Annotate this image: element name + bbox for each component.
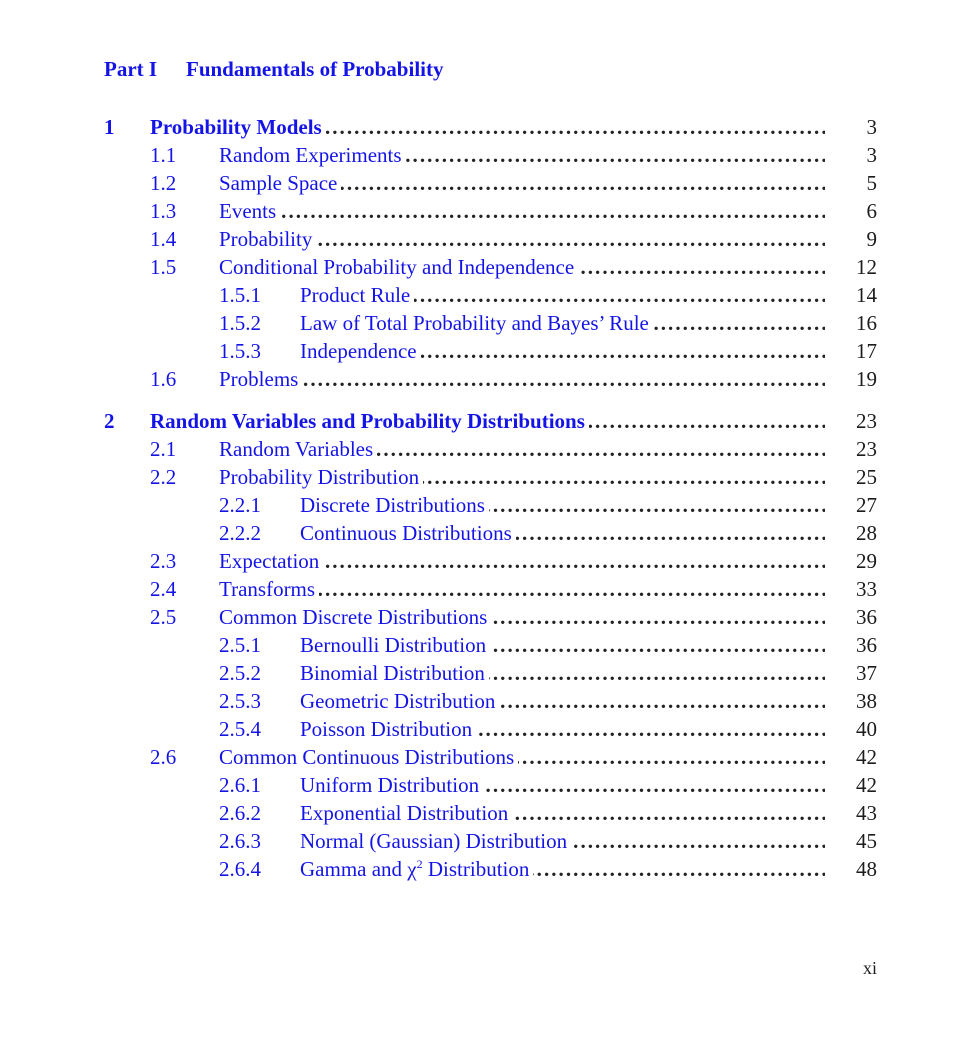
toc-entry-page: 6 bbox=[866, 199, 877, 223]
toc-entry-leader bbox=[219, 365, 825, 393]
toc-entry-leader bbox=[300, 715, 825, 743]
toc-entry-title bbox=[219, 465, 423, 489]
toc-entry-title-text: Common Discrete Distributions bbox=[219, 605, 488, 629]
toc-entry-leader bbox=[219, 141, 825, 169]
toc-section-entry[interactable] bbox=[0, 197, 973, 225]
toc-entry-leader bbox=[300, 309, 825, 337]
toc-entry-number: 2.4 bbox=[150, 577, 177, 601]
toc-entry-page: 17 bbox=[856, 339, 877, 363]
toc-entry-title-text: Uniform Distribution bbox=[300, 773, 480, 797]
toc-entry-title-text: Random Variables and Probability Distributions bbox=[150, 409, 585, 433]
toc-entry-title bbox=[219, 549, 323, 573]
toc-entry-number: 1.5.1 bbox=[219, 283, 261, 307]
toc-entry-page: 45 bbox=[856, 829, 877, 853]
toc-subsection-entry[interactable] bbox=[0, 799, 973, 827]
toc-entry-title-text: Events bbox=[219, 199, 277, 223]
toc-entry-leader bbox=[219, 197, 825, 225]
toc-entry-title bbox=[300, 689, 499, 713]
toc-entry-title bbox=[300, 773, 483, 797]
toc-chapter-entry[interactable] bbox=[0, 113, 973, 141]
toc-subsection-entry[interactable] bbox=[0, 491, 973, 519]
toc-entry-page: 38 bbox=[856, 689, 877, 713]
toc-subsection-entry[interactable] bbox=[0, 715, 973, 743]
toc-entry-leader bbox=[219, 743, 825, 771]
toc-entry-title-text: Probability Models bbox=[150, 115, 322, 139]
toc-entry-title-text: Expectation bbox=[219, 549, 320, 573]
toc-subsection-entry[interactable] bbox=[0, 519, 973, 547]
toc-section-entry[interactable] bbox=[0, 603, 973, 631]
toc-entry-page: 3 bbox=[866, 143, 877, 167]
toc-entry-number: 2.5.3 bbox=[219, 689, 261, 713]
toc-entry-leader bbox=[300, 687, 825, 715]
toc-entry-page: 14 bbox=[856, 283, 877, 307]
toc-entry-title bbox=[300, 311, 653, 335]
toc-entry-title bbox=[300, 521, 516, 545]
toc-entry-leader bbox=[300, 631, 825, 659]
toc-entry-title bbox=[219, 437, 377, 461]
toc-entry-title-text: Probability Distribution bbox=[219, 465, 420, 489]
toc-entry-title-text: Discrete Distributions bbox=[300, 493, 485, 517]
toc-entry-title bbox=[219, 255, 578, 279]
toc-entry-number: 2.1 bbox=[150, 437, 177, 461]
toc-entry-title-text: Sample Space bbox=[219, 171, 338, 195]
toc-subsection-entry[interactable] bbox=[0, 687, 973, 715]
toc-entry-page: 36 bbox=[856, 605, 877, 629]
toc-section-entry[interactable] bbox=[0, 141, 973, 169]
toc-entry-title-text: Conditional Probability and Independence bbox=[219, 255, 575, 279]
toc-subsection-entry[interactable] bbox=[0, 281, 973, 309]
toc-subsection-entry[interactable] bbox=[0, 337, 973, 365]
toc-entry-leader bbox=[219, 253, 825, 281]
toc-entry-title bbox=[219, 577, 319, 601]
page-folio: xi bbox=[862, 958, 877, 978]
toc-entry-title-text: Product Rule bbox=[300, 283, 411, 307]
toc-entry-number: 1.3 bbox=[150, 199, 177, 223]
part-heading[interactable] bbox=[104, 57, 443, 82]
toc-section-entry[interactable] bbox=[0, 463, 973, 491]
toc-entry-title-text: Transforms bbox=[219, 577, 316, 601]
toc-entry-title-text: Probability bbox=[219, 227, 313, 251]
toc-entry-leader bbox=[219, 435, 825, 463]
toc-section-entry[interactable] bbox=[0, 225, 973, 253]
toc-entry-leader bbox=[219, 225, 825, 253]
toc-entry-number: 1.5.3 bbox=[219, 339, 261, 363]
toc-section-entry[interactable] bbox=[0, 365, 973, 393]
toc-entry-page: 42 bbox=[856, 745, 877, 769]
toc-entry-title-text: Common Continuous Distributions bbox=[219, 745, 515, 769]
toc-section-entry[interactable] bbox=[0, 743, 973, 771]
toc-entry-title bbox=[150, 115, 326, 139]
toc-entry-title-text: Poisson Distribution bbox=[300, 717, 473, 741]
toc-subsection-entry[interactable] bbox=[0, 631, 973, 659]
toc-entry-title bbox=[300, 801, 512, 825]
toc-entry-number: 2.5.1 bbox=[219, 633, 261, 657]
toc-entry-number: 2.6.1 bbox=[219, 773, 261, 797]
toc-subsection-entry[interactable] bbox=[0, 659, 973, 687]
toc-entry-title bbox=[219, 171, 341, 195]
toc-entry-page: 25 bbox=[856, 465, 877, 489]
toc-entry-number: 1.5.2 bbox=[219, 311, 261, 335]
toc-entry-page: 42 bbox=[856, 773, 877, 797]
toc-entry-title bbox=[219, 605, 491, 629]
toc-entry-number: 1.1 bbox=[150, 143, 177, 167]
toc-entry-leader bbox=[300, 491, 825, 519]
toc-entry-title bbox=[300, 661, 489, 685]
toc-entry-page: 28 bbox=[856, 521, 877, 545]
toc-subsection-entry[interactable] bbox=[0, 827, 973, 855]
toc-entry-leader bbox=[219, 547, 825, 575]
toc-subsection-entry[interactable] bbox=[0, 771, 973, 799]
toc-section-entry[interactable] bbox=[0, 253, 973, 281]
toc-entry-title bbox=[219, 367, 302, 391]
toc-entry-number: 2.2 bbox=[150, 465, 177, 489]
toc-entry-page: 9 bbox=[866, 227, 877, 251]
toc-entry-leader bbox=[300, 519, 825, 547]
toc-entry-leader bbox=[300, 855, 825, 883]
toc-entry-number: 2.5 bbox=[150, 605, 177, 629]
toc-entry-page: 12 bbox=[856, 255, 877, 279]
toc-entry-title-text: Exponential Distribution bbox=[300, 801, 509, 825]
toc-entry-number: 1.5 bbox=[150, 255, 177, 279]
toc-entry-leader bbox=[219, 463, 825, 491]
toc-entry-title-text: Bernoulli Distribution bbox=[300, 633, 487, 657]
toc-entry-page: 27 bbox=[856, 493, 877, 517]
toc-chapter-entry[interactable] bbox=[0, 407, 973, 435]
toc-entry-number: 2.5.4 bbox=[219, 717, 261, 741]
toc-entry-number: 1.2 bbox=[150, 171, 177, 195]
toc-entry-title bbox=[300, 633, 490, 657]
toc-section-entry[interactable] bbox=[0, 575, 973, 603]
toc-entry-title bbox=[300, 829, 571, 853]
toc-entry-page: 29 bbox=[856, 549, 877, 573]
toc-subsection-entry[interactable] bbox=[0, 855, 973, 883]
toc-entry-leader bbox=[219, 575, 825, 603]
toc-entry-title bbox=[219, 199, 280, 223]
toc-entry-title bbox=[300, 339, 421, 363]
toc-entry-page: 48 bbox=[856, 857, 877, 881]
toc-subsection-entry[interactable] bbox=[0, 309, 973, 337]
toc-entry-title bbox=[300, 717, 476, 741]
toc-entry-page: 40 bbox=[856, 717, 877, 741]
toc-entry-title-text: Law of Total Probability and Bayes’ Rule bbox=[300, 311, 649, 335]
toc-entry-number: 2.5.2 bbox=[219, 661, 261, 685]
toc-entry-title bbox=[300, 283, 414, 307]
toc-entry-title bbox=[150, 409, 589, 433]
toc-entry-title bbox=[219, 745, 518, 769]
toc-entry-page: 37 bbox=[856, 661, 877, 685]
toc-entry-number: 2.2.2 bbox=[219, 521, 261, 545]
toc-entry-leader bbox=[300, 799, 825, 827]
toc-entry-title-text: Geometric Distribution bbox=[300, 689, 496, 713]
toc-entry-leader bbox=[150, 407, 825, 435]
toc-entry-page: 36 bbox=[856, 633, 877, 657]
toc-entry-page: 5 bbox=[866, 171, 877, 195]
toc-entry-number: 1 bbox=[104, 115, 115, 139]
toc-entry-page: 3 bbox=[866, 115, 877, 139]
toc-section-entry[interactable] bbox=[0, 169, 973, 197]
toc-entry-number: 2 bbox=[104, 409, 115, 433]
toc-entry-leader bbox=[300, 281, 825, 309]
toc-entry-title bbox=[300, 493, 489, 517]
toc-section-entry[interactable] bbox=[0, 547, 973, 575]
toc-entry-title bbox=[300, 857, 533, 881]
toc-entry-title-text: Independence bbox=[300, 339, 417, 363]
toc-entry-page: 33 bbox=[856, 577, 877, 601]
toc-entry-title-text: Binomial Distribution bbox=[300, 661, 485, 685]
toc-entry-number: 2.6.4 bbox=[219, 857, 261, 881]
toc-section-entry[interactable] bbox=[0, 435, 973, 463]
toc-entry-number: 2.3 bbox=[150, 549, 177, 573]
toc-entry-title bbox=[219, 143, 406, 167]
toc-entry-leader bbox=[219, 603, 825, 631]
toc-entry-number: 1.6 bbox=[150, 367, 177, 391]
toc-entry-page: 23 bbox=[856, 409, 877, 433]
toc-entry-number: 1.4 bbox=[150, 227, 177, 251]
toc-entry-page: 19 bbox=[856, 367, 877, 391]
toc-entry-number: 2.6.3 bbox=[219, 829, 261, 853]
toc-entry-leader bbox=[300, 827, 825, 855]
toc-entry-title-superscript: 2 bbox=[416, 857, 423, 871]
toc-entry-leader bbox=[300, 771, 825, 799]
toc-entry-title-text: Random Variables bbox=[219, 437, 374, 461]
part-label: Part I bbox=[104, 57, 158, 81]
toc-entry-title-text: Gamma and χ bbox=[300, 857, 417, 881]
toc-entry-leader bbox=[300, 659, 825, 687]
toc-entry-title bbox=[219, 227, 316, 251]
toc-entry-title-text: Continuous Distributions bbox=[300, 521, 512, 545]
toc-entry-number: 2.6.2 bbox=[219, 801, 261, 825]
toc-entry-title-suffix: Distribution bbox=[422, 857, 530, 881]
toc-entry-leader bbox=[219, 169, 825, 197]
toc-entry-number: 2.2.1 bbox=[219, 493, 261, 517]
toc-entry-page: 16 bbox=[856, 311, 877, 335]
toc-entry-title-text: Problems bbox=[219, 367, 299, 391]
toc-entry-title-text: Normal (Gaussian) Distribution bbox=[300, 829, 568, 853]
toc-entry-title-text: Random Experiments bbox=[219, 143, 402, 167]
toc-entry-leader bbox=[150, 113, 825, 141]
toc-entry-page: 43 bbox=[856, 801, 877, 825]
toc-entry-page: 23 bbox=[856, 437, 877, 461]
part-title: Fundamentals of Probability bbox=[186, 57, 444, 81]
toc-entry-number: 2.6 bbox=[150, 745, 177, 769]
toc-entry-leader bbox=[300, 337, 825, 365]
